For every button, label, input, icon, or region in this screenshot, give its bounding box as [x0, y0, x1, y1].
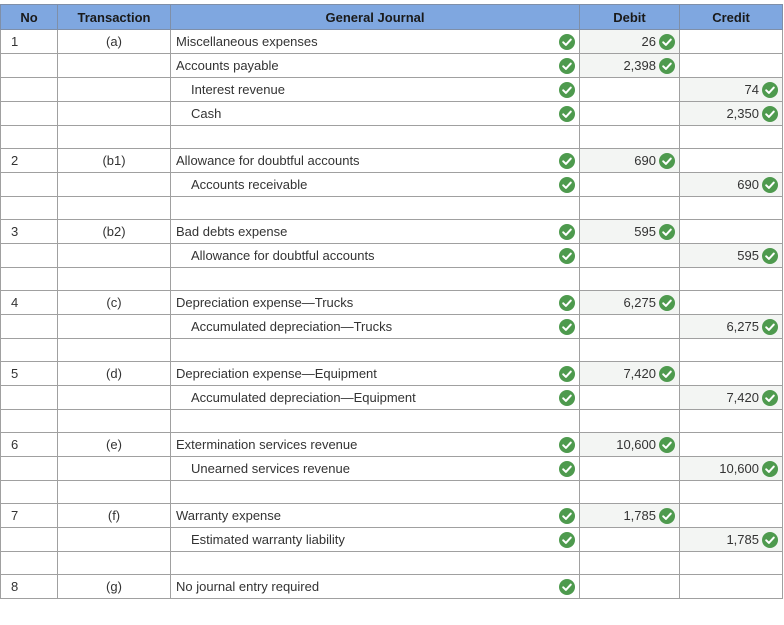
check-circle-icon — [659, 508, 675, 524]
transaction-label — [58, 173, 171, 197]
account-cell[interactable] — [171, 30, 580, 54]
empty-cell — [58, 197, 171, 220]
check-circle-icon — [762, 461, 778, 477]
empty-cell — [58, 481, 171, 504]
account-name: Accumulated depreciation—Equipment — [191, 390, 416, 405]
credit-amount: 2,350 — [726, 106, 759, 122]
empty-cell — [680, 268, 783, 291]
account-name: Extermination services revenue — [176, 437, 358, 452]
empty-cell — [580, 410, 680, 433]
debit-cell[interactable] — [580, 291, 680, 315]
account-name: Accounts receivable — [191, 177, 308, 192]
debit-cell[interactable] — [580, 78, 680, 102]
empty-cell — [1, 410, 58, 433]
debit-amount: 2,398 — [623, 58, 656, 74]
credit-cell[interactable] — [680, 528, 783, 552]
spacer-row — [1, 197, 783, 220]
check-circle-icon — [762, 532, 778, 548]
check-circle-icon — [559, 579, 575, 595]
journal-row — [1, 30, 783, 54]
debit-cell[interactable] — [580, 433, 680, 457]
check-circle-icon — [559, 82, 575, 98]
transaction-label: (a) — [58, 30, 171, 54]
check-circle-icon — [559, 390, 575, 406]
empty-cell — [58, 410, 171, 433]
account-name: Estimated warranty liability — [191, 532, 345, 547]
header-no: No — [1, 5, 58, 30]
empty-cell — [58, 339, 171, 362]
transaction-label: (b2) — [58, 220, 171, 244]
transaction-label — [58, 78, 171, 102]
entry-number — [1, 386, 58, 410]
spacer-row — [1, 410, 783, 433]
check-circle-icon — [559, 437, 575, 453]
account-name: Interest revenue — [191, 82, 285, 97]
journal-row — [1, 575, 783, 599]
empty-cell — [580, 268, 680, 291]
transaction-label — [58, 315, 171, 339]
account-cell[interactable] — [171, 78, 580, 102]
credit-amount: 7,420 — [726, 390, 759, 406]
journal-row — [1, 149, 783, 173]
credit-amount: 1,785 — [726, 532, 759, 548]
empty-cell — [171, 552, 580, 575]
empty-cell — [58, 126, 171, 149]
transaction-label: (f) — [58, 504, 171, 528]
empty-cell — [171, 410, 580, 433]
account-name: Warranty expense — [176, 508, 282, 523]
empty-cell — [580, 481, 680, 504]
check-circle-icon — [559, 295, 575, 311]
account-cell[interactable] — [171, 220, 580, 244]
transaction-label — [58, 528, 171, 552]
account-cell[interactable] — [171, 244, 580, 268]
credit-cell[interactable] — [680, 149, 783, 173]
journal-row — [1, 102, 783, 126]
debit-cell[interactable] — [580, 244, 680, 268]
debit-cell[interactable] — [580, 30, 680, 54]
empty-cell — [1, 552, 58, 575]
account-cell[interactable] — [171, 315, 580, 339]
account-cell[interactable] — [171, 102, 580, 126]
account-name: Allowance for doubtful accounts — [191, 248, 375, 263]
entry-number — [1, 315, 58, 339]
header-debit: Debit — [580, 5, 680, 30]
account-cell[interactable] — [171, 386, 580, 410]
credit-cell[interactable] — [680, 457, 783, 481]
empty-cell — [580, 552, 680, 575]
check-circle-icon — [559, 58, 575, 74]
credit-cell[interactable] — [680, 504, 783, 528]
journal-row — [1, 291, 783, 315]
header-general-journal: General Journal — [171, 5, 580, 30]
transaction-label — [58, 457, 171, 481]
entry-number: 2 — [1, 149, 58, 173]
empty-cell — [580, 126, 680, 149]
check-circle-icon — [659, 295, 675, 311]
empty-cell — [680, 197, 783, 220]
credit-cell[interactable] — [680, 362, 783, 386]
credit-cell[interactable] — [680, 102, 783, 126]
check-circle-icon — [559, 248, 575, 264]
entry-number: 4 — [1, 291, 58, 315]
check-circle-icon — [559, 177, 575, 193]
account-name: Accounts payable — [176, 58, 279, 73]
credit-amount: 10,600 — [719, 461, 759, 477]
entry-number: 3 — [1, 220, 58, 244]
journal-row — [1, 173, 783, 197]
credit-cell[interactable] — [680, 220, 783, 244]
header-transaction: Transaction — [58, 5, 171, 30]
spacer-row — [1, 339, 783, 362]
check-circle-icon — [659, 366, 675, 382]
check-circle-icon — [762, 390, 778, 406]
debit-amount: 10,600 — [616, 437, 656, 453]
transaction-label — [58, 244, 171, 268]
account-cell[interactable] — [171, 528, 580, 552]
journal-row — [1, 528, 783, 552]
debit-cell[interactable] — [580, 173, 680, 197]
journal-row — [1, 54, 783, 78]
credit-cell[interactable] — [680, 30, 783, 54]
journal-table — [0, 4, 783, 599]
account-cell[interactable] — [171, 504, 580, 528]
empty-cell — [171, 197, 580, 220]
debit-amount: 26 — [641, 34, 656, 50]
account-name: Depreciation expense—Trucks — [176, 295, 354, 310]
debit-amount: 690 — [634, 153, 656, 169]
header-row — [1, 5, 783, 30]
account-name: Unearned services revenue — [191, 461, 350, 476]
debit-cell[interactable] — [580, 362, 680, 386]
account-name: No journal entry required — [176, 579, 320, 594]
debit-cell[interactable] — [580, 149, 680, 173]
empty-cell — [1, 339, 58, 362]
credit-amount: 6,275 — [726, 319, 759, 335]
credit-cell[interactable] — [680, 291, 783, 315]
empty-cell — [171, 339, 580, 362]
credit-cell[interactable] — [680, 315, 783, 339]
account-cell[interactable] — [171, 149, 580, 173]
debit-cell[interactable] — [580, 54, 680, 78]
account-cell[interactable] — [171, 362, 580, 386]
debit-cell[interactable] — [580, 528, 680, 552]
transaction-label: (d) — [58, 362, 171, 386]
account-name: Miscellaneous expenses — [176, 34, 318, 49]
entry-number: 8 — [1, 575, 58, 599]
credit-cell[interactable] — [680, 54, 783, 78]
spacer-row — [1, 268, 783, 291]
account-name: Accumulated depreciation—Trucks — [191, 319, 393, 334]
journal-body — [1, 30, 783, 599]
empty-cell — [680, 481, 783, 504]
entry-number — [1, 457, 58, 481]
journal-row — [1, 457, 783, 481]
debit-cell[interactable] — [580, 102, 680, 126]
check-circle-icon — [559, 34, 575, 50]
debit-cell[interactable] — [580, 315, 680, 339]
empty-cell — [1, 197, 58, 220]
entry-number — [1, 102, 58, 126]
check-circle-icon — [762, 82, 778, 98]
check-circle-icon — [559, 532, 575, 548]
empty-cell — [1, 481, 58, 504]
empty-cell — [680, 339, 783, 362]
account-name: Cash — [191, 106, 222, 121]
journal-row — [1, 362, 783, 386]
debit-cell[interactable] — [580, 575, 680, 599]
journal-row — [1, 244, 783, 268]
credit-cell[interactable] — [680, 433, 783, 457]
debit-cell[interactable] — [580, 386, 680, 410]
check-circle-icon — [559, 508, 575, 524]
debit-cell[interactable] — [580, 504, 680, 528]
transaction-label: (c) — [58, 291, 171, 315]
check-circle-icon — [659, 224, 675, 240]
debit-amount: 6,275 — [623, 295, 656, 311]
empty-cell — [680, 126, 783, 149]
empty-cell — [1, 126, 58, 149]
credit-amount: 74 — [744, 82, 759, 98]
empty-cell — [171, 268, 580, 291]
check-circle-icon — [559, 153, 575, 169]
empty-cell — [680, 552, 783, 575]
check-circle-icon — [762, 106, 778, 122]
account-cell[interactable] — [171, 433, 580, 457]
spacer-row — [1, 481, 783, 504]
credit-cell[interactable] — [680, 78, 783, 102]
check-circle-icon — [762, 319, 778, 335]
entry-number — [1, 78, 58, 102]
empty-cell — [58, 268, 171, 291]
check-circle-icon — [762, 248, 778, 264]
check-circle-icon — [659, 58, 675, 74]
credit-amount: 595 — [737, 248, 759, 264]
entry-number: 1 — [1, 30, 58, 54]
transaction-label: (b1) — [58, 149, 171, 173]
check-circle-icon — [559, 224, 575, 240]
journal-row — [1, 504, 783, 528]
empty-cell — [680, 410, 783, 433]
check-circle-icon — [659, 437, 675, 453]
debit-amount: 595 — [634, 224, 656, 240]
credit-cell[interactable] — [680, 244, 783, 268]
account-name: Depreciation expense—Equipment — [176, 366, 377, 381]
credit-amount: 690 — [737, 177, 759, 193]
check-circle-icon — [762, 177, 778, 193]
empty-cell — [580, 339, 680, 362]
spacer-row — [1, 126, 783, 149]
entry-number — [1, 528, 58, 552]
credit-cell[interactable] — [680, 173, 783, 197]
debit-amount: 1,785 — [623, 508, 656, 524]
account-cell[interactable] — [171, 54, 580, 78]
empty-cell — [1, 268, 58, 291]
header-credit: Credit — [680, 5, 783, 30]
entry-number — [1, 244, 58, 268]
debit-cell[interactable] — [580, 457, 680, 481]
credit-cell[interactable] — [680, 575, 783, 599]
account-cell[interactable] — [171, 291, 580, 315]
entry-number: 6 — [1, 433, 58, 457]
check-circle-icon — [659, 153, 675, 169]
transaction-label — [58, 54, 171, 78]
entry-number: 5 — [1, 362, 58, 386]
debit-amount: 7,420 — [623, 366, 656, 382]
entry-number — [1, 54, 58, 78]
account-cell[interactable] — [171, 173, 580, 197]
empty-cell — [171, 126, 580, 149]
journal-row — [1, 433, 783, 457]
debit-cell[interactable] — [580, 220, 680, 244]
account-cell[interactable] — [171, 575, 580, 599]
account-cell[interactable] — [171, 457, 580, 481]
check-circle-icon — [559, 106, 575, 122]
transaction-label: (g) — [58, 575, 171, 599]
journal-row — [1, 220, 783, 244]
transaction-label: (e) — [58, 433, 171, 457]
entry-number: 7 — [1, 504, 58, 528]
transaction-label — [58, 386, 171, 410]
account-name: Bad debts expense — [176, 224, 288, 239]
check-circle-icon — [559, 319, 575, 335]
empty-cell — [58, 552, 171, 575]
check-circle-icon — [559, 366, 575, 382]
spacer-row — [1, 552, 783, 575]
journal-row — [1, 315, 783, 339]
transaction-label — [58, 102, 171, 126]
credit-cell[interactable] — [680, 386, 783, 410]
check-circle-icon — [659, 34, 675, 50]
check-circle-icon — [559, 461, 575, 477]
account-name: Allowance for doubtful accounts — [176, 153, 360, 168]
empty-cell — [171, 481, 580, 504]
entry-number — [1, 173, 58, 197]
journal-row — [1, 78, 783, 102]
empty-cell — [580, 197, 680, 220]
journal-row — [1, 386, 783, 410]
